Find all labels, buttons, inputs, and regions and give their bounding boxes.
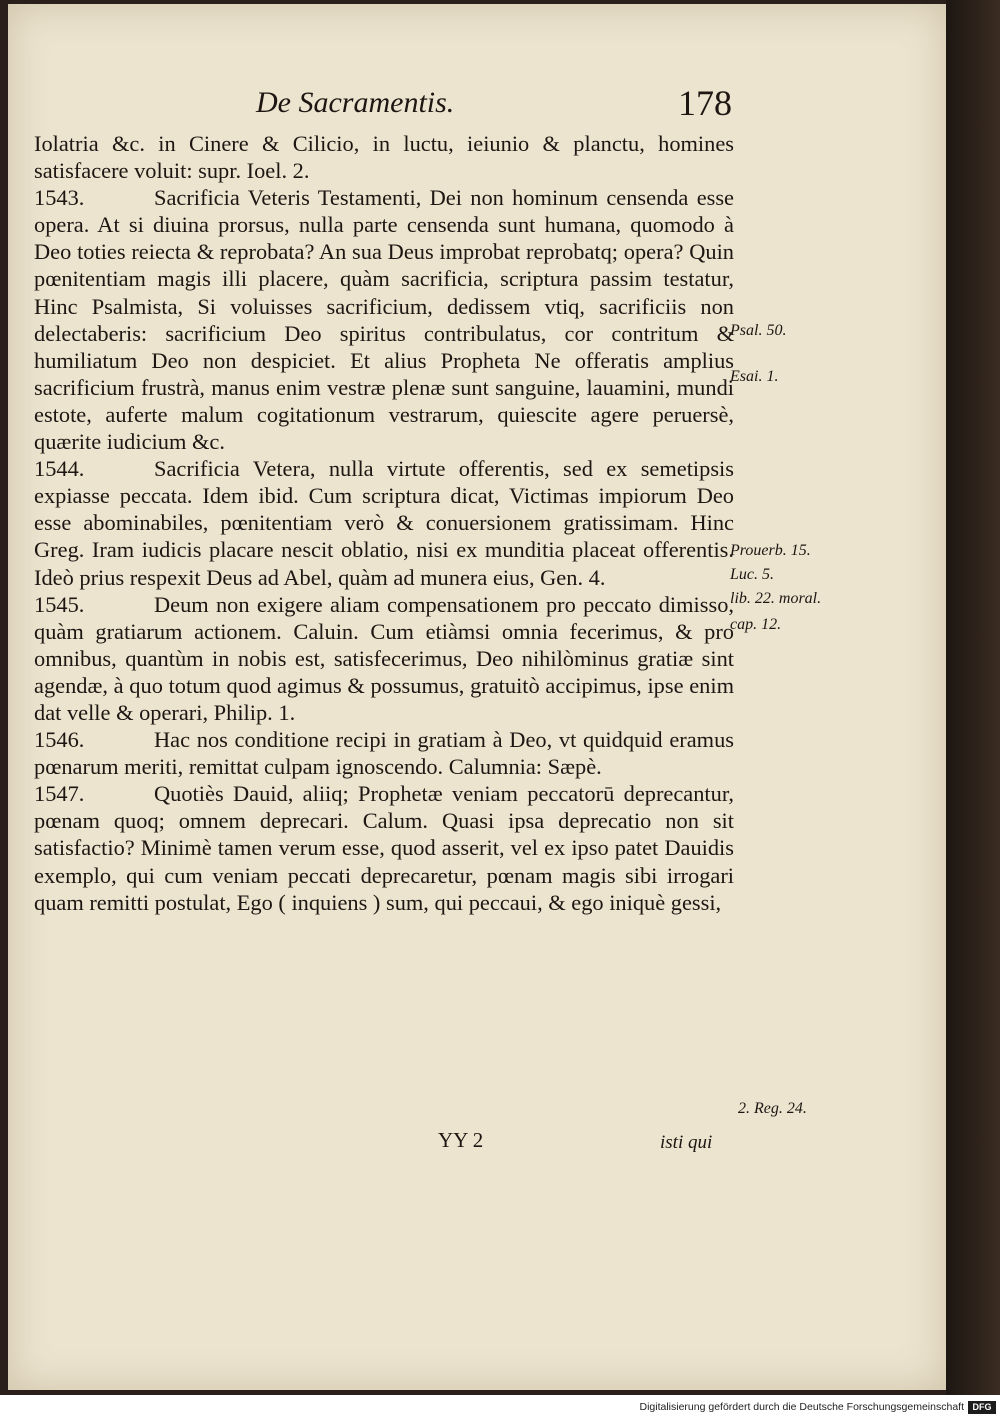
margin-note: 2. Reg. 24. xyxy=(738,1100,807,1117)
margin-note: Psal. 50. xyxy=(730,322,787,339)
book-edge xyxy=(946,0,1000,1395)
margin-note: lib. 22. moral. xyxy=(730,590,822,607)
margin-note: Prouerb. 15. xyxy=(730,542,811,559)
page-header xyxy=(8,83,946,126)
paragraph-number: 1543. xyxy=(34,185,85,211)
paragraph-text: Hac nos conditione recipi in gratiam à Deo, vt quidquid eramus pœnarum meriti, remittat culpam ignoscendo. Calumnia: Sæpè. xyxy=(34,727,734,780)
margin-note: Luc. 5. xyxy=(730,566,774,583)
margin-note: cap. 12. xyxy=(730,616,782,633)
funding-credit: Digitalisierung gefördert durch die Deutsche Forschungsgemeinschaft xyxy=(639,1401,964,1413)
margin-note: Esai. 1. xyxy=(730,368,779,385)
paragraph-text: Deum non exigere aliam compensationem pro peccato dimisso, quàm gratiarum actionem. Caluin. Cum etiàmsi omnia fecerimus, & pro omnibus, quantùm in nobis est, satisfecerimus, Deo nihilòminus gratiæ sint agendæ, à quo totum quod agimus & possumus, gratuitò accipimus, ipse enim dat velle & operari, Philip. 1. xyxy=(34,591,734,725)
paragraph-1545 xyxy=(34,591,734,726)
paragraph-text: Sacrificia Veteris Testamenti, Dei non hominum censenda esse opera. At si diuina prorsus, nulla parte censenda sunt humana, quomodo à Deo toties reiecta & reprobata? An sua Deus improbat reprobatq; opera? Quin pœnitentiam magis illi placere, quàm sacrificia, scriptura passim testatur, Hinc Psalmista, Si voluisses sacrificium, dedissem vtiq, sacrificiis non delectaberis: sacrificium Deo spiritus contribulatus, cor contritum & humiliatum Deo non despiciet. Et alius Propheta Ne offeratis amplius sacrificium frustrà, manus enim vestræ plenæ sunt sanguine, lauamini, mundi estote, auferte malum cogitationum vestrarum, quiescite agere peruersè, quærite iudicium &c. xyxy=(34,185,734,455)
paragraph-continued xyxy=(34,130,734,184)
page-number: 178 xyxy=(678,83,732,123)
footer-bar xyxy=(0,1398,1000,1418)
paragraph-1544 xyxy=(34,455,734,590)
paragraph-number: 1547. xyxy=(34,781,85,807)
paragraph-text: Iolatria &c. in Cinere & Cilicio, in luctu, ieiunio & planctu, homines satisfacere voluit: supr. Ioel. 2. xyxy=(34,131,734,184)
paragraph-number: 1544. xyxy=(34,456,85,482)
paragraph-text: Sacrificia Vetera, nulla virtute offerentis, sed ex semetipsis expiasse peccata. Idem ibid. Cum scriptura dicat, Victimas impiorum Deo esse abominabiles, pœnitentiam verò & conuersionem gratissimam. Hinc Greg. Iram iudicis placare nescit oblatio, nisi ex munditia placeat offerentis. Ideò prius respexit Deus ad Abel, quàm ad munera eius, Gen. 4. xyxy=(34,456,734,590)
paragraph-number: 1546. xyxy=(34,727,85,753)
book-page xyxy=(8,4,946,1390)
paragraph-number: 1545. xyxy=(34,591,85,617)
paragraph-1543 xyxy=(34,184,734,455)
paragraph-text: Quotiès Dauid, aliiq; Prophetæ veniam peccatorū deprecantur, pœnam quoq; omnem deprecari. Calum. Quasi ipsa deprecatio non sit satisfactio? Minimè tamen verum esse, quod asserit, vel ex ipso patet Dauidis exemplo, qui cum veniam peccati deprecaretur, pœnam magis sibi irrogari quam remitti postulat, Ego ( inquiens ) sum, qui peccaui, & ego iniquè gessi, xyxy=(34,781,734,915)
paragraph-1547 xyxy=(34,780,734,915)
running-title: De Sacramentis. xyxy=(256,86,455,119)
dfg-logo-icon: DFG xyxy=(968,1401,996,1414)
page-body xyxy=(34,130,734,916)
catchword: isti qui xyxy=(660,1132,713,1153)
signature-mark: YY 2 xyxy=(438,1128,484,1152)
paragraph-1546 xyxy=(34,726,734,780)
